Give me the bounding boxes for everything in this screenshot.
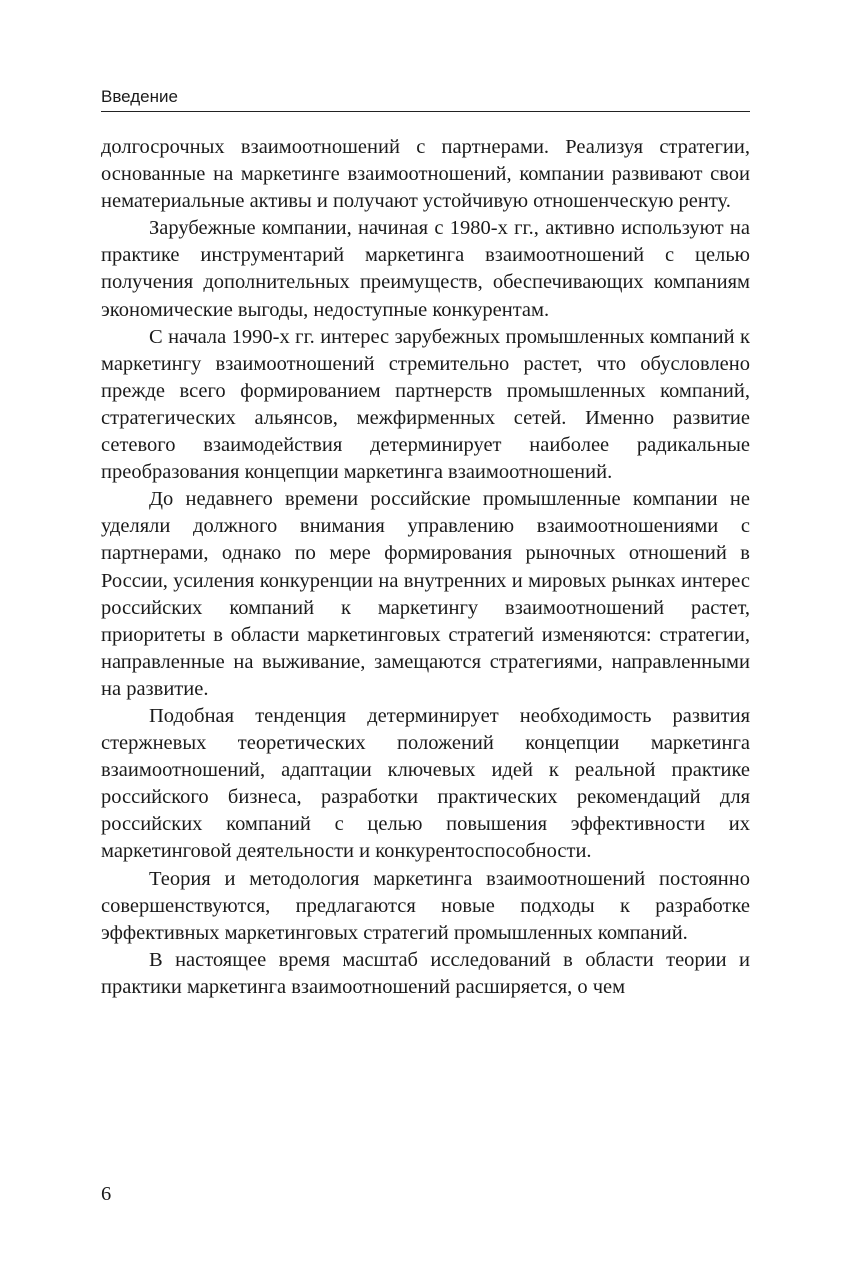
running-header	[101, 86, 750, 112]
paragraph-3: С начала 1990-х гг. интерес зарубежных промышленных компаний к маркетингу взаимоотношений стремительно растет, что обусловлено прежде всего формированием партнерств промышленных компаний, стратегических альянсов, межфирменных сетей. Именно развитие сетевого взаимодействия детерминирует наиболее радикальные преобразования концепции маркетинга взаимоотношений.	[101, 325, 750, 484]
paragraph-4: До недавнего времени российские промышленные компании не уделяли должного внимания управлению взаимоотношениями с партнерами, однако по мере формирования рыночных отношений в России, усиления конкуренции на внутренних и мировых рынках интерес российских компаний к маркетингу взаимоотношений растет, приоритеты в области маркетинговых стратегий изменяются: стратегии, направленные на выживание, замещаются стратегиями, направленными на развитие.	[101, 488, 750, 700]
paragraph-6: Теория и методология маркетинга взаимоотношений постоянно совершенствуются, предлагаются новые подходы к разработке эффективных маркетинговых стратегий промышленных компаний.	[101, 867, 750, 944]
body-text	[101, 134, 750, 1001]
page-number: 6	[101, 1183, 112, 1205]
section-title: Введение	[101, 87, 178, 106]
paragraph-1: долгосрочных взаимоотношений с партнерами. Реализуя стратегии, основанные на маркетинге взаимоотношений, компании развивают свои нематериальные активы и получают устойчивую отношенческую ренту.	[101, 136, 750, 213]
paragraph-2: Зарубежные компании, начиная с 1980-х гг., активно используют на практике инструментарий маркетинга взаимоотношений с целью получения дополнительных преимуществ, обеспечивающих компаниям экономические выгоды, недоступные конкурентам.	[101, 217, 750, 321]
paragraph-5: Подобная тенденция детерминирует необходимость развития стержневых теоретических положений концепции маркетинга взаимоотношений, адаптации ключевых идей к реальной практике российского бизнеса, разработки практических рекомендаций для российских компаний с целью повышения эффективности их маркетинговой деятельности и конкурентоспособности.	[101, 704, 750, 863]
paragraph-7: В настоящее время масштаб исследований в области теории и практики маркетинга взаимоотношений расширяется, о чем	[101, 948, 750, 998]
